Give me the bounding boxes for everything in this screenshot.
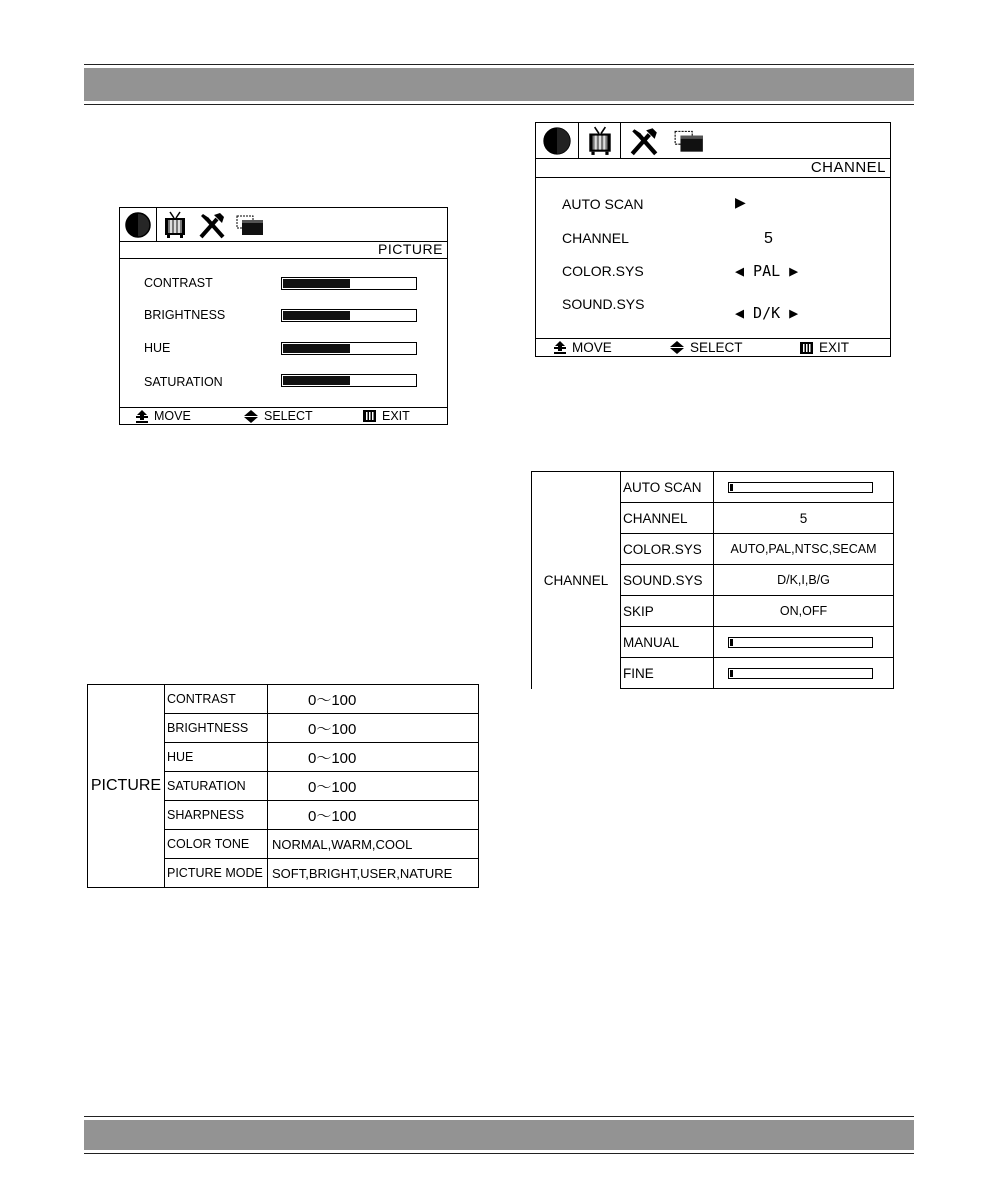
table-cell-range: 0～100 <box>268 685 479 714</box>
footer-rule-lower <box>84 1153 914 1154</box>
menu-footer <box>120 407 447 424</box>
tv-icon[interactable] <box>157 208 193 241</box>
footer-move <box>136 409 191 423</box>
auto-scan-bar <box>728 482 873 493</box>
move-icon <box>554 341 566 354</box>
table-cell-range: 0～100 <box>268 743 479 772</box>
header-rule-lower <box>84 104 914 105</box>
table-cell-range: NORMAL,WARM,COOL <box>268 830 479 859</box>
channel-spec-table <box>531 471 894 689</box>
menu-icon-bar <box>536 123 890 159</box>
table-cell-item: SOUND.SYS <box>621 565 714 596</box>
footer-select <box>244 409 313 423</box>
menu-icon-bar <box>120 208 447 242</box>
menu-item-saturation[interactable]: SATURATION <box>144 375 223 389</box>
table-cell-item: SHARPNESS <box>165 801 268 830</box>
menu-item-hue[interactable]: HUE <box>144 341 171 355</box>
table-cell-item: AUTO SCAN <box>621 472 714 503</box>
channel-menu-title: CHANNEL <box>810 159 886 176</box>
sound-sys-value[interactable]: ◀ D/K ▶ <box>735 304 799 322</box>
footer-rule <box>84 1116 914 1117</box>
table-cell-range <box>714 472 894 503</box>
auto-scan-bar-fill <box>730 484 733 491</box>
table-cell-range: D/K,I,B/G <box>714 565 894 596</box>
fine-bar-fill <box>730 670 733 677</box>
contrast-slider-fill <box>283 279 350 288</box>
contrast-icon[interactable] <box>120 208 157 241</box>
table-cell-item: COLOR.SYS <box>621 534 714 565</box>
table-cell-range <box>714 658 894 689</box>
select-icon <box>670 341 684 354</box>
menu-item-channel[interactable]: CHANNEL <box>562 230 629 246</box>
footer-move-label: MOVE <box>572 340 612 355</box>
menu-item-contrast[interactable]: CONTRAST <box>144 276 213 290</box>
table-row <box>532 472 894 503</box>
channel-number: 5 <box>764 230 773 247</box>
picture-menu-title: PICTURE <box>378 241 443 257</box>
hue-slider-fill <box>283 344 350 353</box>
footer-exit-label: EXIT <box>819 340 850 355</box>
footer-exit <box>800 340 849 355</box>
footer-move <box>554 340 612 355</box>
header-rule <box>84 64 914 65</box>
picture-spec-table <box>87 684 479 888</box>
table-cell-range: 5 <box>714 503 894 534</box>
table-cell-item: MANUAL <box>621 627 714 658</box>
color-sys-value[interactable]: ◀ PAL ▶ <box>735 262 799 280</box>
menu-item-sound-sys[interactable]: SOUND.SYS <box>562 296 645 312</box>
auto-scan-arrow[interactable]: ▶ <box>735 194 746 210</box>
move-icon <box>136 410 148 423</box>
fine-bar <box>728 668 873 679</box>
brightness-slider[interactable] <box>281 309 417 322</box>
picture-group-label: PICTURE <box>88 685 165 888</box>
table-cell-range: SOFT,BRIGHT,USER,NATURE <box>268 859 479 888</box>
table-cell-range: 0～100 <box>268 772 479 801</box>
table-row <box>88 685 479 714</box>
windows-icon[interactable] <box>231 208 269 241</box>
contrast-slider[interactable] <box>281 277 417 290</box>
table-cell-item: PICTURE MODE <box>165 859 268 888</box>
table-cell-range: 0～100 <box>268 801 479 830</box>
channel-osd-menu <box>535 122 891 357</box>
table-cell-range: ON,OFF <box>714 596 894 627</box>
menu-item-auto-scan[interactable]: AUTO SCAN <box>562 196 644 212</box>
header-band <box>84 68 914 101</box>
picture-osd-menu <box>119 207 448 425</box>
table-cell-item: HUE <box>165 743 268 772</box>
table-cell-item: COLOR TONE <box>165 830 268 859</box>
tools-icon[interactable] <box>621 123 667 158</box>
manual-bar <box>728 637 873 648</box>
table-cell-item: CHANNEL <box>621 503 714 534</box>
table-cell-item: CONTRAST <box>165 685 268 714</box>
tools-icon[interactable] <box>193 208 231 241</box>
saturation-slider[interactable] <box>281 374 417 387</box>
footer-select-label: SELECT <box>264 409 313 423</box>
title-divider <box>536 177 890 178</box>
footer-select-label: SELECT <box>690 340 743 355</box>
title-divider <box>120 258 447 259</box>
menu-item-brightness[interactable]: BRIGHTNESS <box>144 308 226 322</box>
table-cell-item: SKIP <box>621 596 714 627</box>
table-cell-range: 0～100 <box>268 714 479 743</box>
table-cell-range <box>714 627 894 658</box>
menu-footer <box>536 338 890 356</box>
manual-bar-fill <box>730 639 733 646</box>
footer-move-label: MOVE <box>154 409 191 423</box>
tv-icon[interactable] <box>579 123 621 158</box>
table-cell-item: SATURATION <box>165 772 268 801</box>
footer-select <box>670 340 743 355</box>
footer-exit-label: EXIT <box>382 409 410 423</box>
table-cell-item: FINE <box>621 658 714 689</box>
table-cell-range: AUTO,PAL,NTSC,SECAM <box>714 534 894 565</box>
brightness-slider-fill <box>283 311 350 320</box>
saturation-slider-fill <box>283 376 350 385</box>
contrast-icon[interactable] <box>536 123 579 158</box>
windows-icon[interactable] <box>667 123 711 158</box>
select-icon <box>244 410 258 423</box>
exit-icon <box>800 342 813 354</box>
menu-item-color-sys[interactable]: COLOR.SYS <box>562 263 644 279</box>
table-cell-item: BRIGHTNESS <box>165 714 268 743</box>
footer-exit <box>363 409 410 423</box>
footer-band <box>84 1120 914 1150</box>
hue-slider[interactable] <box>281 342 417 355</box>
exit-icon <box>363 410 376 422</box>
channel-group-label: CHANNEL <box>532 472 621 689</box>
